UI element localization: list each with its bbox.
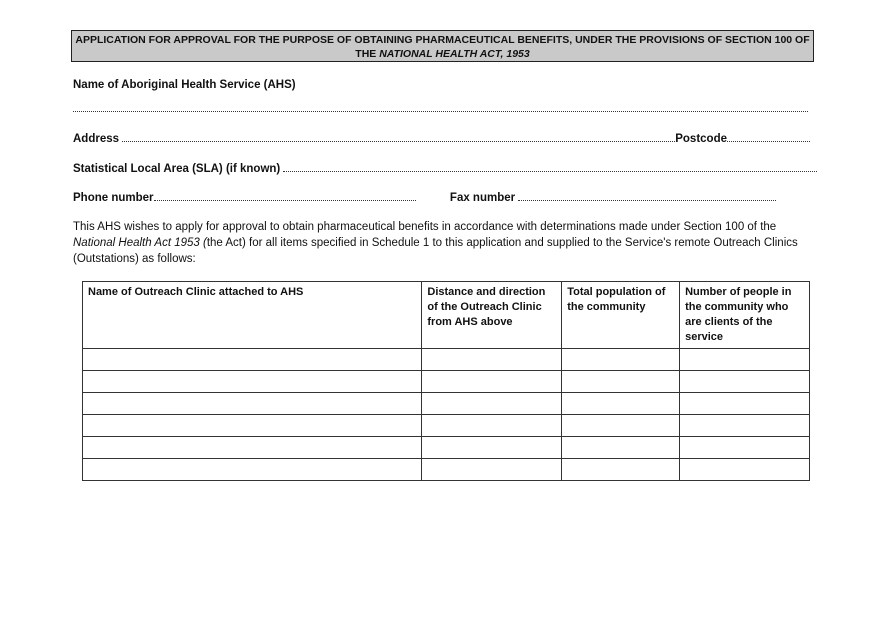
table-cell[interactable] [422,459,562,481]
col-header-distance: Distance and direction of the Outreach Clinic from AHS above [422,282,562,349]
sla-label: Statistical Local Area (SLA) (if known) [73,163,281,175]
form-title-act-name: NATIONAL HEALTH ACT, 1953 [379,48,530,60]
statement-part-1: This AHS wishes to apply for approval to obtain pharmaceutical benefits in accordance with determinations made under Section 100 of the [73,221,777,233]
table-cell[interactable] [680,437,810,459]
table-cell[interactable] [83,349,422,371]
table-cell[interactable] [83,415,422,437]
table-cell[interactable] [680,349,810,371]
table-row [83,371,810,393]
address-fill-line[interactable] [122,132,675,142]
sla-fill-line[interactable] [283,162,817,172]
address-label: Address [73,133,120,145]
table-row [83,349,810,371]
table-cell[interactable] [83,437,422,459]
ahs-name-fill-line[interactable] [73,102,808,112]
statement-act-name: National Health Act 1953 ( [73,237,207,249]
table-cell[interactable] [562,415,680,437]
form-title [71,30,814,62]
form-title-line-2 [72,47,813,61]
postcode-fill-line[interactable] [727,132,810,142]
table-cell[interactable] [562,437,680,459]
form-title-line-1: APPLICATION FOR APPROVAL FOR THE PURPOSE OF OBTAINING PHARMACEUTICAL BENEFITS, UNDER THE PROVISIONS OF SECTION 100 OF [75,34,810,46]
table-cell[interactable] [562,349,680,371]
table-cell[interactable] [422,371,562,393]
outreach-clinics-table [82,281,810,481]
ahs-name-label: Name of Aboriginal Health Service (AHS) [73,79,296,91]
ahs-name-row [73,79,296,91]
table-cell[interactable] [422,415,562,437]
table-cell[interactable] [562,459,680,481]
phone-fill-line[interactable] [154,191,416,201]
table-cell[interactable] [422,393,562,415]
fax-fill-line[interactable] [518,191,776,201]
application-statement [73,219,813,267]
table-row [83,459,810,481]
table-row [83,437,810,459]
table-cell[interactable] [422,349,562,371]
ahs-name-field[interactable] [73,102,808,115]
table-cell[interactable] [680,393,810,415]
table-cell[interactable] [83,459,422,481]
table-cell[interactable] [680,371,810,393]
postcode-label: Postcode [675,133,727,145]
table-row [83,415,810,437]
table-header-row [83,282,810,349]
form-title-prefix: THE [355,48,380,60]
col-header-population: Total population of the community [562,282,680,349]
phone-fax-row [73,191,776,204]
table-row [83,393,810,415]
address-row [73,132,810,145]
table-cell[interactable] [680,415,810,437]
table-cell[interactable] [562,393,680,415]
table-cell[interactable] [562,371,680,393]
phone-label: Phone number [73,192,154,204]
col-header-clients: Number of people in the community who are clients of the service [680,282,810,349]
statement-part-2: the Act) for all items specified in Schedule 1 to this application and supplied to the Service's remote Outreach Clinics (Outstations) as follows: [73,237,798,265]
table-cell[interactable] [422,437,562,459]
table-cell[interactable] [83,393,422,415]
col-header-clinic-name: Name of Outreach Clinic attached to AHS [83,282,422,349]
table-cell[interactable] [680,459,810,481]
sla-row [73,162,817,175]
fax-label: Fax number [449,192,516,204]
table-cell[interactable] [83,371,422,393]
